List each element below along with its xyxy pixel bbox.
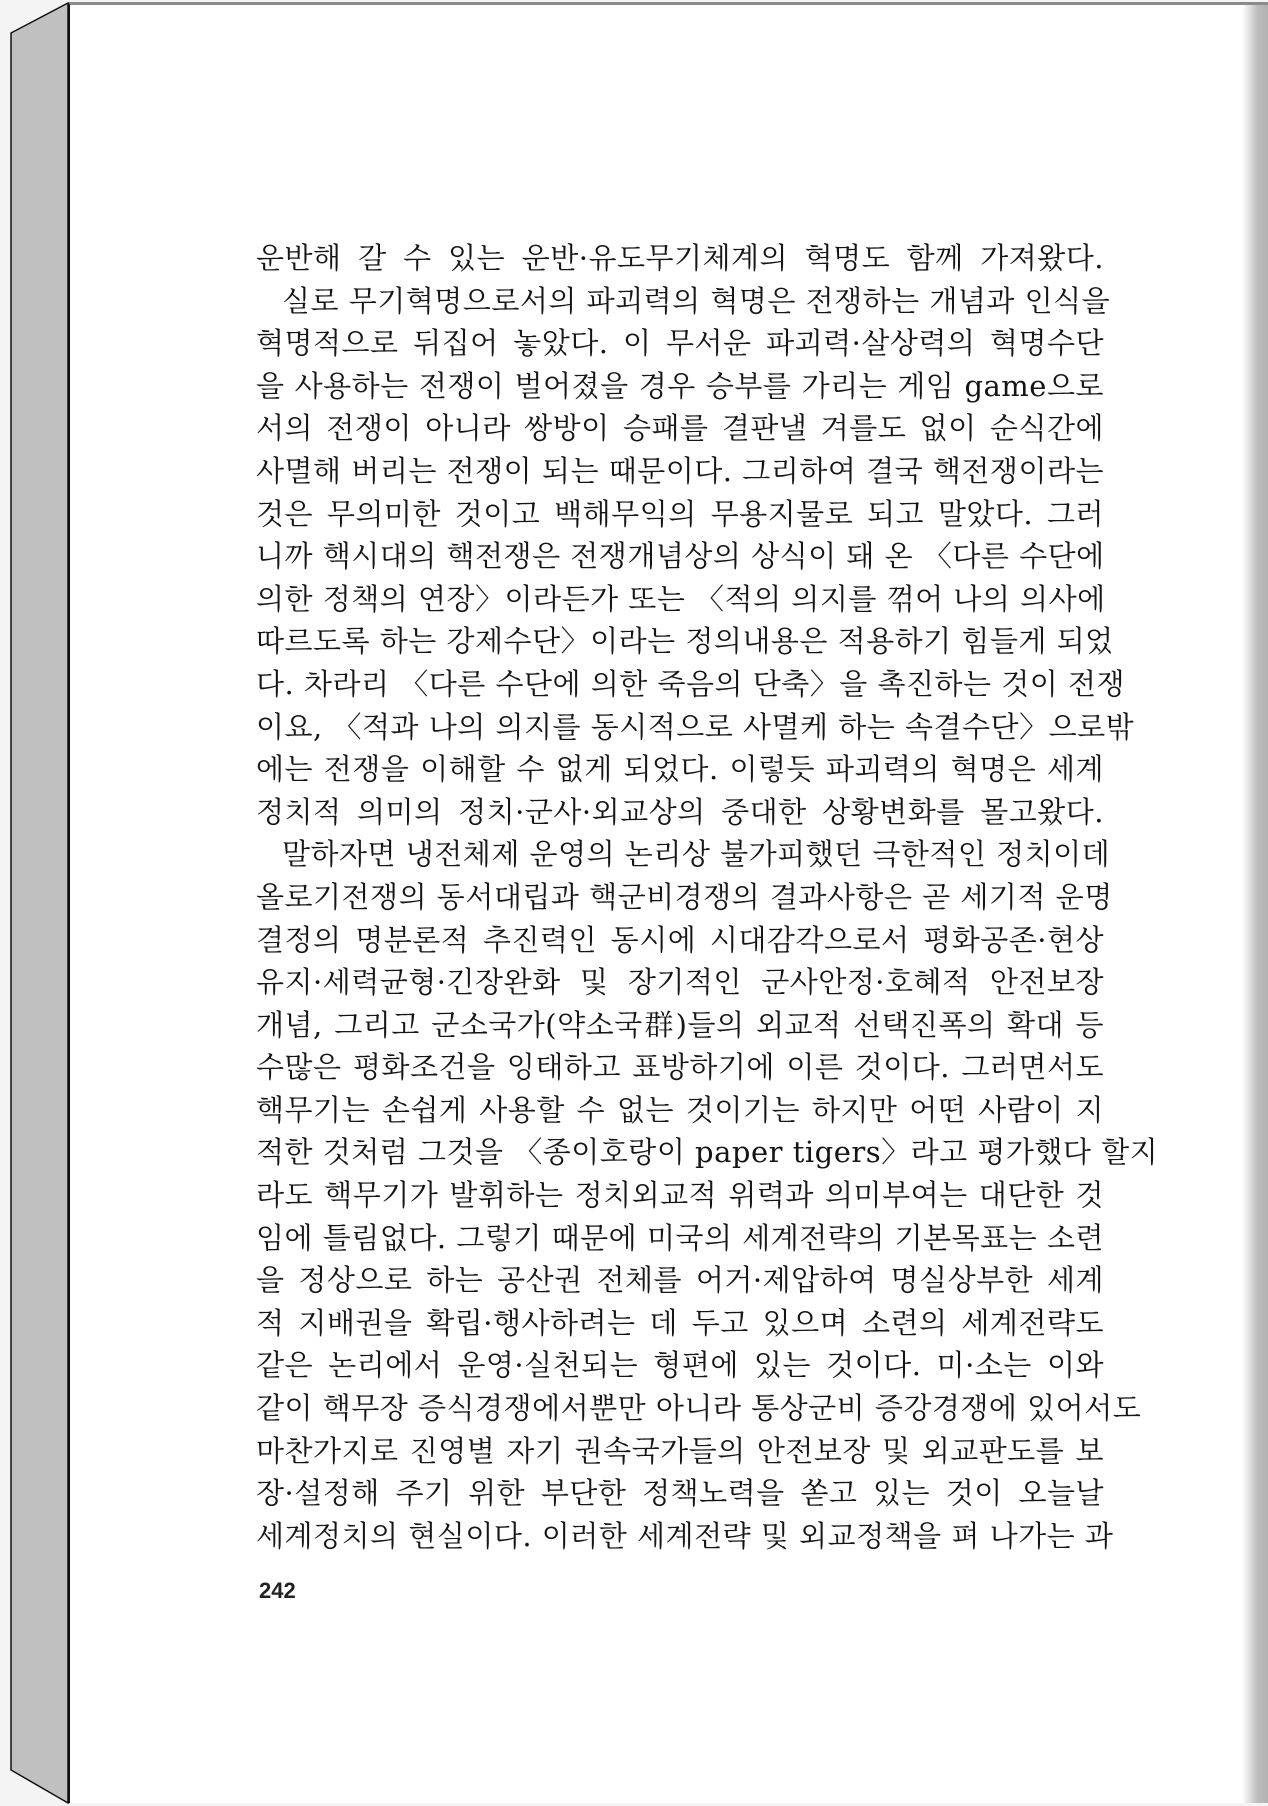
text-line: 장·설정해 주기 위한 부단한 정책노력을 쏟고 있는 것이 오늘날 bbox=[256, 1476, 1104, 1511]
text-line: 니까 핵시대의 핵전쟁은 전쟁개념상의 상식이 돼 온 〈다른 수단에 bbox=[256, 539, 1105, 574]
text-line: 을 사용하는 전쟁이 벌어졌을 경우 승부를 가리는 게임 game으로 bbox=[256, 368, 1104, 403]
text-line: 사멸해 버리는 전쟁이 되는 때문이다. 그리하여 결국 핵전쟁이라는 bbox=[256, 453, 1104, 488]
text-line: 을 정상으로 하는 공산권 전체를 어거·제압하여 명실상부한 세계 bbox=[256, 1263, 1104, 1298]
text-line: 실로 무기혁명으로서의 파괴력의 혁명은 전쟁하는 개념과 인식을 bbox=[282, 283, 1111, 318]
text-line: 핵무기는 손쉽게 사용할 수 없는 것이기는 하지만 어떤 사람이 지 bbox=[256, 1092, 1104, 1127]
text-line: 에는 전쟁을 이해할 수 없게 되었다. 이렇듯 파괴력의 혁명은 세계 bbox=[256, 752, 1104, 787]
text-line: 유지·세력균형·긴장완화 및 장기적인 군사안정·호혜적 안전보장 bbox=[256, 965, 1104, 1000]
page-edge-shadow bbox=[1242, 5, 1268, 1803]
text-line: 의한 정책의 연장〉이라든가 또는 〈적의 의지를 꺾어 나의 의사에 bbox=[256, 581, 1106, 616]
text-line: 결정의 명분론적 추진력인 동시에 시대감각으로서 평화공존·현상 bbox=[256, 922, 1104, 957]
text-line: 적 지배권을 확립·행사하려는 데 두고 있으며 소련의 세계전략도 bbox=[256, 1305, 1104, 1340]
text-line: 개념, 그리고 군소국가(약소국群)들의 외교적 선택진폭의 확대 등 bbox=[256, 1007, 1104, 1042]
page-number: 242 bbox=[259, 1578, 296, 1603]
text-line: 라도 핵무기가 발휘하는 정치외교적 위력과 의미부여는 대단한 것 bbox=[256, 1178, 1104, 1213]
text-line: 적한 것처럼 그것을 〈종이호랑이 paper tigers〉라고 평가했다 할지 bbox=[256, 1135, 1159, 1170]
text-line: 정치적 의미의 정치·군사·외교상의 중대한 상황변화를 몰고왔다. bbox=[256, 794, 1104, 829]
text-line: 것은 무의미한 것이고 백해무익의 무용지물로 되고 말았다. 그러 bbox=[256, 496, 1104, 531]
text-line: 마찬가지로 진영별 자기 권속국가들의 안전보장 및 외교판도를 보 bbox=[256, 1433, 1104, 1468]
text-line: 운반해 갈 수 있는 운반·유도무기체계의 혁명도 함께 가져왔다. bbox=[256, 241, 1104, 275]
text-line: 다. 차라리 〈다른 수단에 의한 죽음의 단축〉을 촉진하는 것이 전쟁 bbox=[256, 666, 1126, 701]
text-line: 서의 전쟁이 아니라 쌍방이 승패를 결판낼 겨를도 없이 순식간에 bbox=[256, 411, 1104, 446]
text-line: 세계정치의 현실이다. 이러한 세계전략 및 외교정책을 펴 나가는 과 bbox=[256, 1518, 1114, 1553]
text-line: 혁명적으로 뒤집어 놓았다. 이 무서운 파괴력·살상력의 혁명수단 bbox=[256, 326, 1104, 361]
text-line: 이요, 〈적과 나의 의지를 동시적으로 사멸케 하는 속결수단〉으로밖 bbox=[256, 709, 1135, 744]
text-line: 임에 틀림없다. 그렇기 때문에 미국의 세계전략의 기본목표는 소련 bbox=[256, 1220, 1104, 1255]
text-line: 같은 논리에서 운영·실천되는 형편에 있는 것이다. 미·소는 이와 bbox=[256, 1348, 1104, 1383]
text-line: 말하자면 냉전체제 운영의 논리상 불가피했던 극한적인 정치이데 bbox=[282, 837, 1111, 872]
text-line: 따르도록 하는 강제수단〉이라는 정의내용은 적용하기 힘들게 되었 bbox=[256, 624, 1114, 659]
text-line: 같이 핵무장 증식경쟁에서뿐만 아니라 통상군비 증강경쟁에 있어서도 bbox=[256, 1391, 1142, 1426]
text-line: 올로기전쟁의 동서대립과 핵군비경쟁의 결과사항은 곧 세기적 운명 bbox=[256, 879, 1113, 914]
text-line: 수많은 평화조건을 잉태하고 표방하기에 이른 것이다. 그러면서도 bbox=[256, 1050, 1104, 1085]
page-body-text bbox=[256, 237, 1159, 1557]
